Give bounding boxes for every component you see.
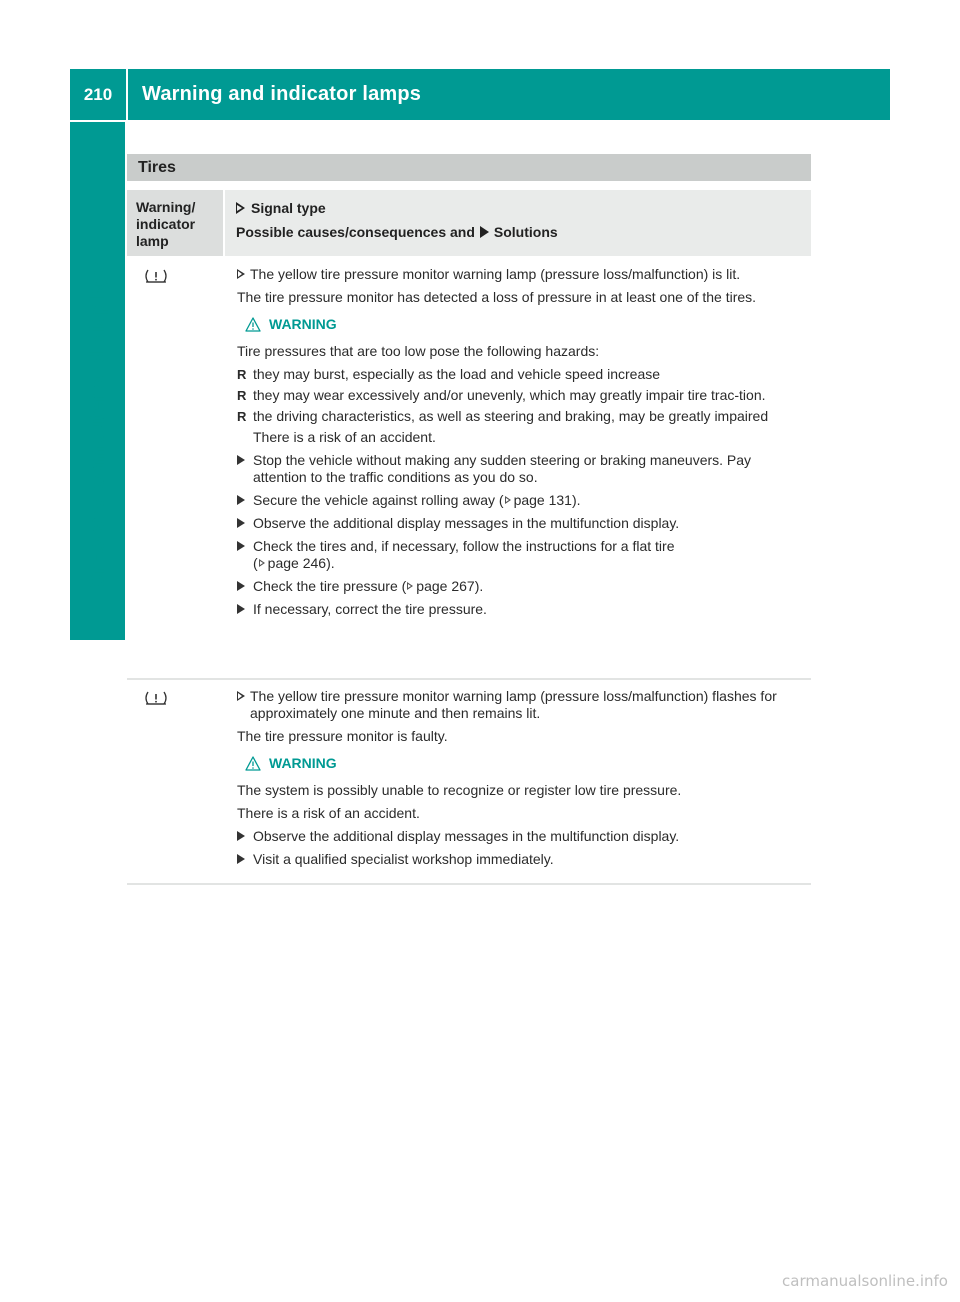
warning-triangle-icon	[245, 756, 261, 771]
signal-type-icon	[237, 269, 245, 279]
action-step: Observe the additional display messages in the multifunction display.	[237, 515, 805, 532]
action-arrow-icon	[237, 518, 245, 528]
page-ref-icon	[259, 559, 265, 567]
action-arrow-icon	[237, 495, 245, 505]
action-step: Observe the additional display messages in the multifunction display.	[237, 828, 805, 845]
page-ref-icon	[505, 496, 511, 504]
cause-text: The tire pressure monitor has detected a loss of pressure in at least one of the tires.	[237, 289, 757, 305]
action-step: Check the tires and, if necessary, follow the instructions for a flat tire ( page 246).	[237, 538, 805, 572]
action-step: Secure the vehicle against rolling away ( page 131).	[237, 492, 805, 509]
list-item: R they may burst, especially as the load and vehicle speed increase	[237, 366, 661, 382]
page-reference-link[interactable]: page 267).	[416, 578, 484, 594]
cause-text: The tire pressure monitor is faulty.	[237, 728, 448, 744]
tire-pressure-warning-icon	[142, 690, 170, 706]
section-title-text: Tires	[138, 158, 176, 176]
table-header	[127, 190, 811, 256]
table-row	[127, 680, 811, 885]
page-number: 210	[70, 69, 128, 120]
action-arrow-icon	[237, 581, 245, 591]
signal-text: The yellow tire pressure monitor warning lamp (pressure loss/malfunction) flashes for approximately one minute and then remains lit.	[237, 688, 805, 722]
side-tab-label: On-board computer and displays	[86, 260, 109, 590]
column-header-lamp-text: Warning/ indicator lamp	[136, 199, 196, 249]
warning-triangle-icon	[245, 317, 261, 332]
section-title	[127, 154, 811, 181]
page-header	[70, 69, 890, 120]
risk-text: There is a risk of an accident.	[253, 429, 436, 445]
column-header-lamp	[127, 190, 223, 256]
list-item: R the driving characteristics, as well as steering and braking, may be greatly impaired	[237, 408, 769, 424]
action-step: If necessary, correct the tire pressure.	[237, 601, 805, 618]
action-arrow-icon	[237, 854, 245, 864]
action-arrow-icon	[237, 541, 245, 551]
table-row	[127, 256, 811, 680]
risk-text: There is a risk of an accident.	[237, 805, 420, 821]
page-title: Warning and indicator lamps	[142, 83, 422, 105]
action-step: Stop the vehicle without making any sudden steering or braking maneuvers. Pay attention to the traffic conditions as you do so.	[237, 452, 805, 486]
page-ref-icon	[407, 582, 413, 590]
signal-type-label: Signal type	[251, 200, 326, 216]
signal-type-icon	[237, 691, 245, 701]
signal-text: The yellow tire pressure monitor warning lamp (pressure loss/malfunction) is lit.	[237, 266, 805, 283]
action-arrow-icon	[237, 455, 245, 465]
warning-intro: Tire pressures that are too low pose the following hazards:	[237, 343, 600, 359]
list-item: R they may wear excessively and/or unevenly, which may greatly impair tire trac-tion.	[237, 387, 766, 403]
warning-heading: WARNING	[245, 755, 805, 772]
footer-watermark: carmanualsonline.info	[782, 1272, 948, 1290]
warning-text: The system is possibly unable to recognize or register low tire pressure.	[237, 782, 682, 798]
tire-pressure-warning-icon	[142, 268, 170, 284]
row-content	[237, 688, 805, 874]
action-arrow-icon	[237, 831, 245, 841]
page-reference-link[interactable]: page 246).	[267, 555, 335, 571]
possible-causes-label: Possible causes/consequences and	[236, 224, 475, 240]
warning-heading: WARNING	[245, 316, 805, 333]
solutions-label: Solutions	[493, 224, 558, 240]
signal-type-icon	[236, 202, 245, 214]
action-arrow-icon	[237, 604, 245, 614]
row-content	[237, 266, 805, 624]
solution-arrow-icon	[480, 226, 489, 238]
column-header-main	[225, 190, 811, 256]
page-reference-link[interactable]: page 131).	[513, 492, 581, 508]
action-step: Visit a qualified specialist workshop immediately.	[237, 851, 805, 868]
action-step: Check the tire pressure ( page 267).	[237, 578, 805, 595]
